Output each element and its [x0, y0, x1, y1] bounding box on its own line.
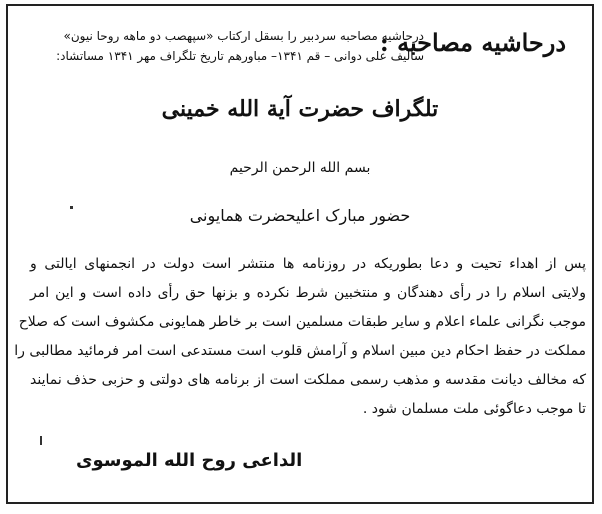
telegram-title: تلگراف حضرت آیة الله خمینی	[161, 96, 439, 122]
intro-line-2: سالیف علی دوانی – قم ۱۳۴۱– مباورهم تاریخ تلگراف مهر ۱۳۴۱ مساتشاد:	[56, 49, 424, 63]
telegram-body	[14, 250, 586, 424]
body-line: پس از اهداء تحیت و دعا بطوریکه در روزنامه ها منتشر است دولت در انجمنهای ایالتی و	[30, 256, 586, 272]
basmala: بسم الله الرحمن الرحیم	[229, 160, 371, 176]
section-heading: درحاشیه مصاحبه :	[379, 28, 566, 57]
body-line: ولایتی اسلام را در رأی دهندگان و منتخبین شرط نکرده و بزنها حق رأی داده است و این امر	[30, 285, 586, 301]
body-line: که مخالف دیانت مقدسه و مذهب رسمی مملکت است از برنامه های دولتی و حزبی حذف نمایند	[30, 372, 586, 388]
intro-line-1: درحاشیه مصاحبه سردبیر را بسقل ارکتاب «سپهصب دو ماهه روحا نیون»	[63, 29, 424, 43]
body-line: موجب نگرانی علماء اعلام و سایر طبقات مسلمین است بر خاطر همایونی مکشوف است که صلاح	[18, 314, 586, 330]
salutation: حضور مبارک اعلیحضرت همایونی	[189, 206, 411, 225]
signature: الداعی روح الله الموسوی	[76, 450, 303, 471]
body-line: تا موجب دعاگوئی ملت مسلمان شود .	[362, 401, 586, 417]
scan-speck	[40, 436, 42, 445]
body-line: مملکت در حفظ احکام دین مبین اسلام و آرامش قلوب است مستدعی است امر فرمائید مطالبی را	[14, 343, 586, 359]
document-frame	[6, 4, 594, 504]
scan-speck	[70, 206, 73, 209]
